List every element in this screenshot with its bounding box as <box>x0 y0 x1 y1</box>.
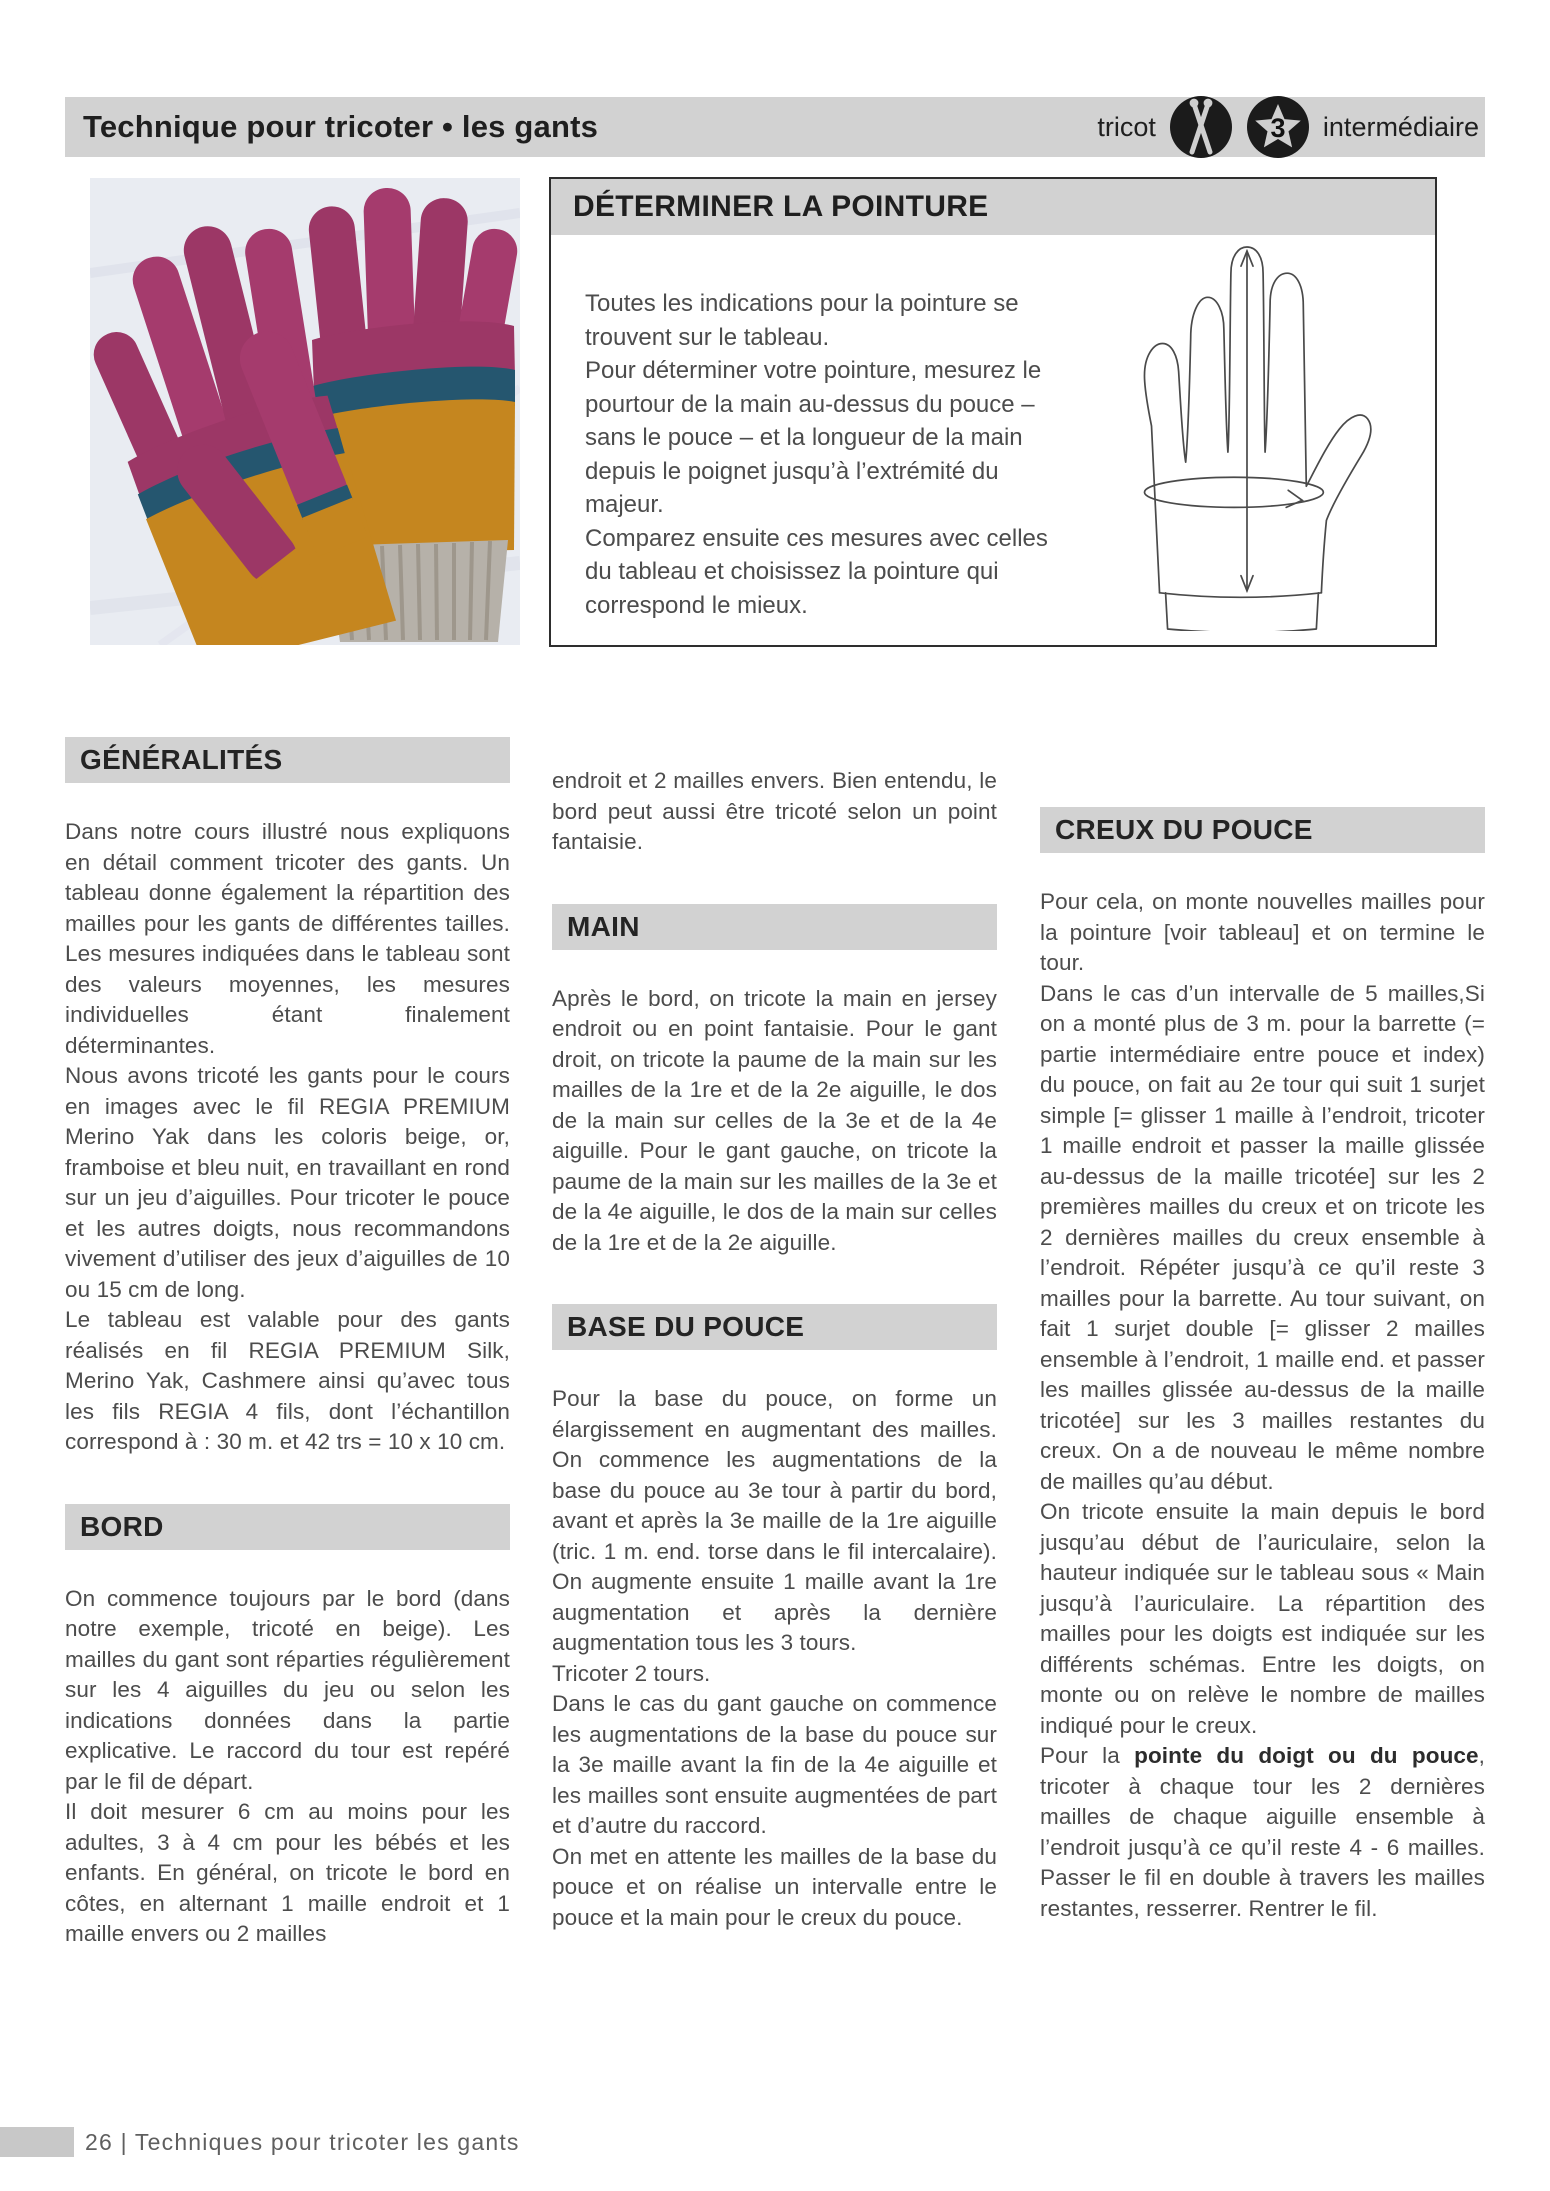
level-cluster <box>1097 95 1485 159</box>
paragraph: On tricote ensuite la main depuis le bord jusqu’au début de l’auriculaire, selon la hauteur indiquée sur le tableau sous « Main jusqu’à l’auriculaire. La répartition des mailles pour les doigts est indiquée sur les différents schémas. Entre les doigts, on monte ou on relève le nombre de mailles indiqué pour le creux. <box>1040 1499 1485 1738</box>
column-generalites <box>65 737 510 1950</box>
paragraph-fragment: Pour la <box>1040 1743 1135 1768</box>
paragraph: Tricoter 2 tours. <box>552 1660 711 1686</box>
paragraph: Il doit mesurer 6 cm au moins pour les adultes, 3 à 4 cm pour les bébés et les enfants. En général, on tricote le bord en côtes, en alternant 1 maille endroit et 1 maille envers ou 2 mailles <box>65 1799 510 1946</box>
section-heading-creux-du-pouce: CREUX DU POUCE <box>1040 807 1485 853</box>
paragraph: Dans le cas du gant gauche on commence les augmentations de la base du pouce sur la 3e maille avant la fin de la 4e aiguille et les mailles sont ensuite augmentées de part et d’autre du raccord. <box>552 1691 997 1838</box>
cuff-outline <box>1166 593 1319 631</box>
wrist-crease <box>1160 593 1322 598</box>
paragraph: Pour cela, on monte nouvelles mailles pour la pointure [voir tableau] et on termine le tour. <box>1040 889 1485 975</box>
tricot-label: tricot <box>1097 111 1156 142</box>
gloves-photo <box>90 178 520 645</box>
hand-circumference-ellipse <box>1144 477 1323 507</box>
page-title: Technique pour tricoter • les gants <box>83 109 599 144</box>
hand-outline <box>1144 247 1370 593</box>
level-number: 3 <box>1270 113 1286 143</box>
section-heading-base-du-pouce: BASE DU POUCE <box>552 1304 997 1350</box>
knitting-needles-icon <box>1169 95 1233 159</box>
level-label: intermédiaire <box>1322 111 1479 142</box>
column-creux-du-pouce <box>1040 807 1485 1924</box>
footer-text: 26 | Techniques pour tricoter les gants <box>85 2129 520 2155</box>
base-du-pouce-text <box>552 1384 997 1933</box>
paragraph: Dans le cas d’un intervalle de 5 mailles,Si on a monté plus de 3 m. pour la barrette (= partie intermédiaire entre pouce et index) du pouce, on fait au 2e tour qui suit 1 surjet simple [= glisser 1 maille à l’endroit, tricoter 1 maille endroit et passer la maille glissée au-dessus de la maille tricotée] sur les 2 premières mailles du creux et on tricote les 2 dernières mailles du creux ensemble à l’endroit. Répéter jusqu’à ce qu’il reste 3 mailles pour la barrette. Au tour suivant, on fait 1 surjet double [= glisser 2 mailles ensemble à l’endroit, 1 maille end. et passer les mailles glissée au-dessus de la maille tricotée] sur les 3 mailles restantes du creux. On a de nouveau le même nombre de mailles qu’au début. <box>1040 980 1485 1494</box>
hand-measure-diagram <box>1097 239 1399 631</box>
main-text <box>552 984 997 1259</box>
column-main <box>552 766 997 1933</box>
paragraph: Pour la base du pouce, on forme un élargissement en augmentant des mailles. On commence les augmentations de la base du pouce au 3e tour à partir du bord, avant et après la 3e maille de la 1re aiguille (tric. 1 m. end. torse dans le fil intercalaire). On augmente ensuite 1 maille avant la 1re augmentation et après la dernière augmentation tous les 3 tours. <box>552 1386 997 1655</box>
generalites-text <box>65 817 510 1458</box>
paragraph: Toutes les indications pour la pointure se trouvent sur le tableau. <box>585 290 1019 351</box>
paragraph: endroit et 2 mailles envers. Bien entendu, le bord peut aussi être tricoté selon un point fantaisie. <box>552 768 997 854</box>
paragraph: On met en attente les mailles de la base du pouce et on réalise un intervalle entre le pouce et la main pour le creux du pouce. <box>552 1843 997 1930</box>
hand-length-arrow <box>1241 251 1253 591</box>
paragraph: On commence toujours par le bord (dans notre exemple, tricoté en beige). Les mailles du gant sont réparties régulièrement sur les 4 aiguilles du jeu ou selon les indications données dans la partie explicative. Le raccord du tour est repéré par le fil de départ. <box>65 1585 510 1794</box>
pointure-box-title: DÉTERMINER LA POINTURE <box>551 179 1435 235</box>
star-level-icon <box>1246 95 1310 159</box>
pointure-box-text <box>585 287 1063 622</box>
creux-du-pouce-text <box>1040 887 1485 1924</box>
paragraph <box>1040 1741 1485 1924</box>
paragraph: Dans notre cours illustré nous expliquons en détail comment tricoter des gants. Un tableau donne également la répartition des mailles pour les gants de différentes tailles. Les mesures indiquées dans le tableau sont des valeurs moyennes, les mesures individuelles étant finalement déterminantes. <box>65 819 510 1058</box>
paragraph: Pour déterminer votre pointure, mesurez le pourtour de la main au-dessus du pouce – sans le pouce – et la longueur de la main depuis le poignet jusqu’à l’extrémité du majeur. <box>585 357 1042 518</box>
footer-page-marker <box>0 2127 74 2157</box>
gloves-photo-illustration <box>90 178 520 645</box>
paragraph: Le tableau est valable pour des gants réalisés en fil REGIA PREMIUM Silk, Merino Yak, Cashmere ainsi qu’avec tous les fils REGIA 4 fils, dont l’échantillon correspond à : 30 m. et 42 trs = 10 x 10 cm. <box>65 1307 510 1454</box>
bold-phrase: pointe du doigt ou du pouce <box>1134 1743 1479 1768</box>
paragraph-fragment: , tricoter à chaque tour les 2 dernières mailles de chaque aiguille ensemble à l’endroit jusqu’à ce qu’il reste 4 - 6 mailles. Passer le fil en double à travers les mailles restantes, resserrer. Rentrer le fil. <box>1040 1743 1485 1921</box>
pointure-box <box>549 177 1437 647</box>
bord-text-continued <box>552 766 997 858</box>
section-heading-generalites: GÉNÉRALITÉS <box>65 737 510 783</box>
bord-text <box>65 1584 510 1950</box>
paragraph: Nous avons tricoté les gants pour le cours en images avec le fil REGIA PREMIUM Merino Yak dans les coloris beige, or, framboise et bleu nuit, en travaillant en rond sur un jeu d’aiguilles. Pour tricoter le pouce et les autres doigts, nous recommandons vivement d’utiliser des jeux d’aiguilles de 10 ou 15 cm de long. <box>65 1063 510 1302</box>
section-heading-bord: BORD <box>65 1504 510 1550</box>
paragraph: Comparez ensuite ces mesures avec celles du tableau et choisissez la pointure qui correspond le mieux. <box>585 524 1048 619</box>
section-heading-main: MAIN <box>552 904 997 950</box>
paragraph: Après le bord, on tricote la main en jersey endroit ou en point fantaisie. Pour le gant droit, on tricote la paume de la main sur les mailles de la 1re et de la 2e aiguille, le dos de la main sur celles de la 3e et de la 4e aiguille. Pour le gant gauche, on tricote la paume de la main sur les mailles de la 3e et de la 4e aiguille, le dos de la main sur celles de la 1re et de la 2e aiguille. <box>552 985 997 1255</box>
header-bar <box>65 97 1485 157</box>
